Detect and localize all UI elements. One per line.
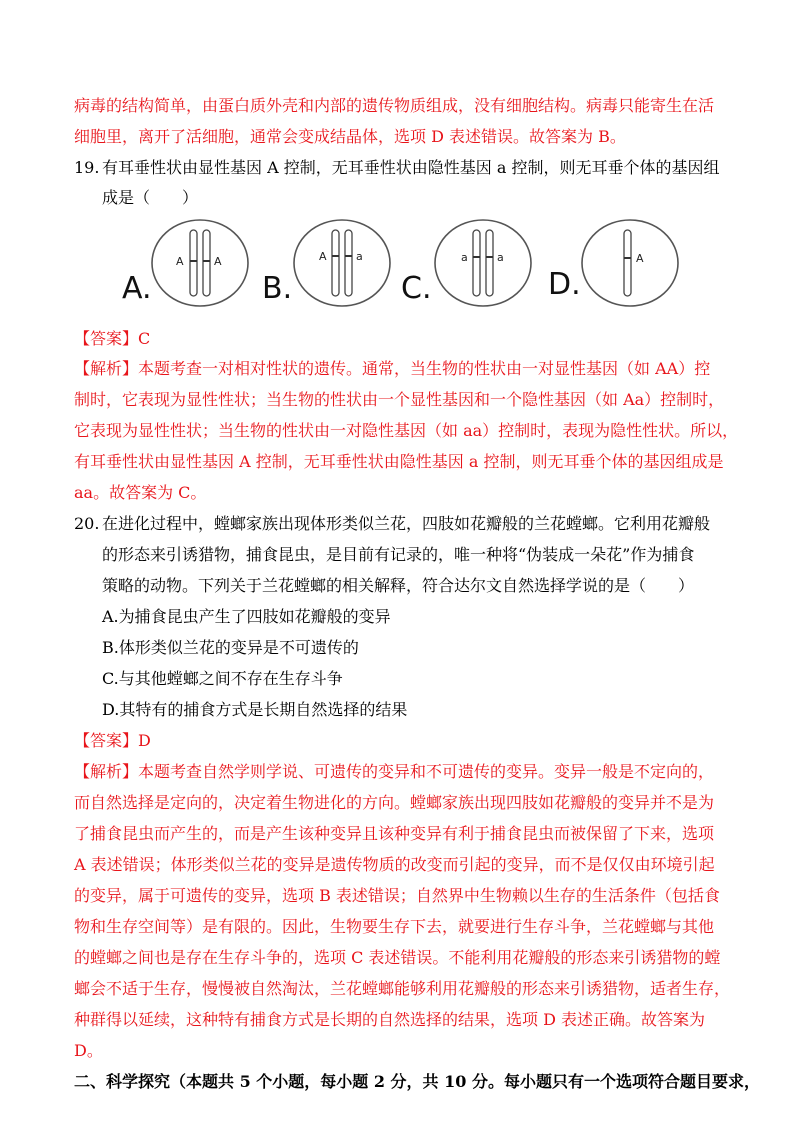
allele-label: A xyxy=(319,250,327,263)
allele-label: a xyxy=(356,250,363,263)
question-number: 20. xyxy=(74,514,100,533)
option-d[interactable]: D.其特有的捕食方式是长期自然选择的结果 xyxy=(102,700,408,719)
section-heading: 二、科学探究（本题共 5 个小题，每小题 2 分，共 10 分。每小题只有一个选项符合题目要求， xyxy=(74,1072,760,1091)
analysis-line: 种群得以延续，这种特有捕食方式是长期的自然选择的结果，选项 D 表述正确。故答案为 xyxy=(74,1010,706,1029)
question-stem: 的形态来引诱猎物，捕食昆虫，是目前有记录的，唯一种将“伪装成一朵花”作为捕食 xyxy=(102,545,695,564)
analysis-line: 了捕食昆虫而产生的，而是产生该种变异且该种变异有利于捕食昆虫而被保留了下来，选项 xyxy=(74,824,715,843)
answer-line: 【答案】D xyxy=(74,731,151,750)
answer-line: 【答案】C xyxy=(74,329,151,348)
option-letter-d[interactable]: D. xyxy=(548,267,581,302)
allele-label: A xyxy=(214,255,222,268)
analysis-line: 的螳螂之间也是存在生存斗争的，选项 C 表述错误。不能利用花瓣般的形态来引诱猎物的螳 xyxy=(74,948,721,967)
analysis-line: aa。故答案为 C。 xyxy=(74,483,207,502)
analysis-line: 的变异，属于可遗传的变异，选项 B 表述错误；自然界中生物赖以生存的生活条件（包括食 xyxy=(74,886,720,905)
analysis-line: 而自然选择是定向的，决定着生物进化的方向。螳螂家族出现四肢如花瓣般的变异并不是为 xyxy=(74,793,715,812)
allele-label: A xyxy=(636,252,644,265)
option-letter-b[interactable]: B. xyxy=(262,271,293,306)
analysis-line: 病毒的结构简单，由蛋白质外壳和内部的遗传物质组成，没有细胞结构。病毒只能寄生在活 xyxy=(74,96,715,115)
cell-diagram-d xyxy=(580,218,680,308)
analysis-line: D。 xyxy=(74,1041,103,1060)
cell-diagram-a xyxy=(150,218,250,308)
allele-label: a xyxy=(497,251,504,264)
analysis-line: 物和生存空间等）是有限的。因此，生物要生存下去，就要进行生存斗争，兰花螳螂与其他 xyxy=(74,917,715,936)
analysis-line: 细胞里，离开了活细胞，通常会变成结晶体，选项 D 表述错误。故答案为 B。 xyxy=(74,127,626,146)
question-stem: 成是（ ） xyxy=(102,188,199,207)
analysis-line: 制时，它表现为显性性状；当生物的性状由一个显性基因和一个隐性基因（如 Aa）控制时， xyxy=(74,390,725,409)
option-b[interactable]: B.体形类似兰花的变异是不可遗传的 xyxy=(102,638,359,657)
option-letter-c[interactable]: C. xyxy=(401,271,432,306)
analysis-line: 有耳垂性状由显性基因 A 控制，无耳垂性状由隐性基因 a 控制，则无耳垂个体的基因组成是 xyxy=(74,452,724,471)
analysis-line: 螂会不适于生存，慢慢被自然淘汰，兰花螳螂能够利用花瓣般的形态来引诱猎物，适者生存， xyxy=(74,979,731,998)
analysis-line: 【解析】本题考查一对相对性状的遗传。通常，当生物的性状由一对显性基因（如 AA）控 xyxy=(74,359,711,378)
option-c[interactable]: C.与其他螳螂之间不存在生存斗争 xyxy=(102,669,343,688)
option-letter-a[interactable]: A. xyxy=(122,271,152,306)
analysis-line: 【解析】本题考查自然学则学说、可遗传的变异和不可遗传的变异。变异一般是不定向的， xyxy=(74,762,715,781)
cell-diagram-b xyxy=(292,218,392,308)
cell-diagram-c xyxy=(433,218,533,308)
option-a[interactable]: A.为捕食昆虫产生了四肢如花瓣般的变异 xyxy=(102,607,391,626)
analysis-line: 它表现为显性性状；当生物的性状由一对隐性基因（如 aa）控制时，表现为隐性性状。所以， xyxy=(74,421,739,440)
question-stem: 有耳垂性状由显性基因 A 控制，无耳垂性状由隐性基因 a 控制，则无耳垂个体的基因组 xyxy=(102,158,720,177)
allele-label: a xyxy=(461,251,468,264)
allele-label: A xyxy=(176,255,184,268)
analysis-line: A 表述错误；体形类似兰花的变异是遗传物质的改变而引起的变异，而不是仅仅由环境引起 xyxy=(74,855,715,874)
question-number: 19. xyxy=(74,158,100,177)
question-stem: 策略的动物。下列关于兰花螳螂的相关解释，符合达尔文自然选择学说的是（ ） xyxy=(102,576,695,595)
question-stem: 在进化过程中，螳螂家族出现体形类似兰花，四肢如花瓣般的兰花螳螂。它利用花瓣般 xyxy=(102,514,711,533)
